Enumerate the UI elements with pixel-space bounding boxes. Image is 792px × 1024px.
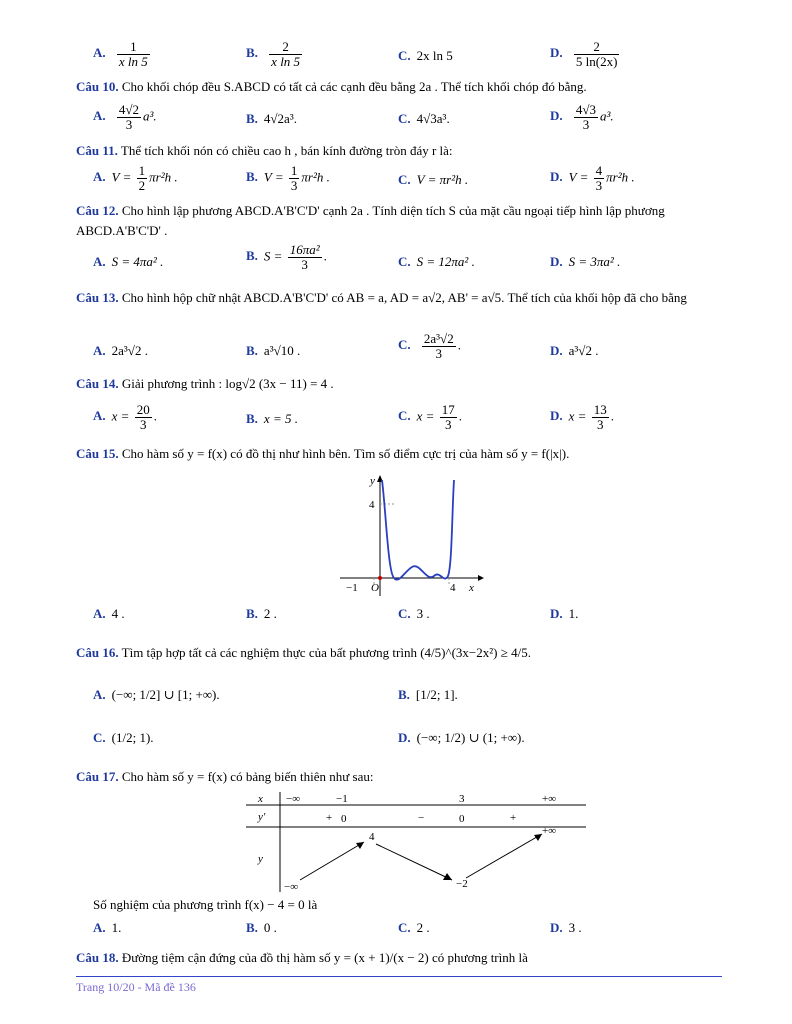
question-18: Câu 18. Đường tiệm cận đứng của đồ thị hàm số y = (x + 1)/(x − 2) có phương trình là [76, 950, 528, 965]
q15-option-a: A. 4 . [93, 606, 125, 621]
x-value-1: −∞ [286, 793, 301, 805]
q12-option-c: C. S = 12πa² . [398, 254, 475, 269]
arrow-up-1 [300, 842, 364, 880]
question-17: Câu 17. Cho hàm số y = f(x) có bảng biến thiên như sau: [76, 769, 374, 784]
q9-option-b: B. $\frac{2}{\text{x ln 5}}$ [246, 39, 301, 69]
question-16: Câu 16. Tìm tập hợp tất cả các nghiệm thực của bất phương trình (4/5)^(3x−2x²) ≥ 4/5. [76, 645, 531, 660]
function-graph [336, 472, 486, 602]
q16-option-c: C. (1/2; 1). [93, 730, 154, 745]
q17-option-c: C. 2 . [398, 920, 430, 935]
x-value-3: 3 [459, 793, 465, 805]
q13-option-a: A. 2a³√2 . [93, 343, 148, 358]
row-label-yprime: y' [258, 811, 266, 823]
x-axis-arrow [478, 575, 484, 581]
q17-option-b: B. 0 . [246, 920, 277, 935]
page-footer: Trang 10/20 - Mã đề 136 [76, 980, 196, 994]
row-label-y: y [258, 853, 263, 865]
q13-option-b: B. a³√10 . [246, 343, 301, 358]
origin-point [378, 576, 382, 580]
q13-option-d: D. a³√2 . [550, 343, 599, 358]
q16-option-a: A. (−∞; 1/2] ∪ [1; +∞). [93, 687, 220, 702]
q10-option-a: A. $\frac{4√2}{3}$ a³. [93, 102, 157, 132]
q12-option-b: B. S = $\frac{\text{16πa²}}{3}$ . [246, 242, 327, 272]
q17-option-d: D. 3 . [550, 920, 582, 935]
q13-option-c: C. $\frac{\text{2a³√2}}{3}$ . [398, 331, 461, 361]
q14-option-a: A. x = $\frac{20}{3}$ . [93, 402, 157, 432]
x-value-2: −1 [336, 793, 348, 805]
function-curve [382, 480, 454, 580]
question-11: Câu 11. Thể tích khối nón có chiều cao h , bán kính đường tròn đáy r là: [76, 143, 453, 158]
q17-option-a: A. 1. [93, 920, 122, 935]
q15-option-b: B. 2 . [246, 606, 277, 621]
arrow-up-2 [466, 834, 542, 878]
tick-x4: 4 [450, 582, 456, 594]
origin-label: O [371, 582, 379, 594]
question-10: Câu 10. Cho khối chóp đều S.ABCD có tất cả các cạnh đều bằng 2a . Thể tích khối chóp đó bằng. [76, 79, 587, 94]
q11-option-c: C. V = πr²h . [398, 172, 469, 187]
y-axis-label: y [370, 475, 375, 487]
y-value-2: 4 [369, 831, 375, 843]
question-12: Câu 12. Cho hình lập phương ABCD.A'B'C'D' cạnh 2a . Tính diện tích S của mặt cầu ngoại tiếp hình lập phương ABCD.A'B'C'D' . [76, 203, 665, 238]
q11-option-a: A. V = $\frac{1}{2}$ πr²h . [93, 163, 178, 193]
q12-option-d: D. S = 3πa² . [550, 254, 621, 269]
q14-option-d: D. x = $\frac{13}{3}$ . [550, 402, 614, 432]
q14-option-b: B. x = 5 . [246, 411, 298, 426]
x-axis-label: x [469, 582, 474, 594]
question-14: Câu 14. Giải phương trình : log√2 (3x − 11) = 4 . [76, 376, 334, 391]
q16-option-d: D. (−∞; 1/2) ∪ (1; +∞). [398, 730, 525, 745]
q11-option-b: B. V = $\frac{1}{3}$ πr²h . [246, 163, 330, 193]
q11-option-d: D. V = $\frac{4}{3}$ πr²h . [550, 163, 635, 193]
sign-2: 0 [341, 813, 347, 825]
q9-option-a: A. $\frac{1}{\text{x ln 5}}$ [93, 39, 148, 69]
row-label-x: x [258, 793, 263, 805]
tick-xm1: −1 [346, 582, 358, 594]
q12-option-a: A. S = 4πa² . [93, 254, 164, 269]
q10-option-b: B. 4√2a³. [246, 111, 297, 126]
sign-3: − [418, 812, 425, 824]
q10-option-d: D. $\frac{4√3}{3}$ a³. [550, 102, 614, 132]
sign-1: + [326, 812, 333, 824]
y-value-1: −∞ [284, 881, 299, 892]
sign-4: 0 [459, 813, 465, 825]
tick-y4: 4 [369, 499, 375, 511]
q9-option-c: C. 2x ln 5 [398, 48, 453, 63]
q10-option-c: C. 4√3a³. [398, 111, 450, 126]
q17-question: Số nghiệm của phương trình f(x) − 4 = 0 là [93, 897, 318, 912]
q15-option-d: D. 1. [550, 606, 579, 621]
y-value-4: +∞ [542, 825, 557, 837]
q14-option-c: C. x = $\frac{17}{3}$ . [398, 402, 462, 432]
variation-table [246, 792, 586, 892]
y-value-3: −2 [456, 878, 468, 890]
q16-option-b: B. [1/2; 1]. [398, 687, 458, 702]
footer-rule [76, 976, 722, 977]
question-13: Câu 13. Cho hình hộp chữ nhật ABCD.A'B'C'D' có AB = a, AD = a√2, AB' = a√5. Thể tích của khối hộp đã cho bằng [76, 290, 687, 305]
question-15: Câu 15. Cho hàm số y = f(x) có đồ thị như hình bên. Tìm số điểm cực trị của hàm số y = f(|x|). [76, 446, 570, 461]
arrow-down [376, 844, 452, 880]
q9-option-d: D. $\frac{2}{5 \ln(2x)}$ [550, 39, 618, 69]
q15-option-c: C. 3 . [398, 606, 430, 621]
x-value-4: +∞ [542, 793, 557, 805]
sign-5: + [510, 812, 517, 824]
